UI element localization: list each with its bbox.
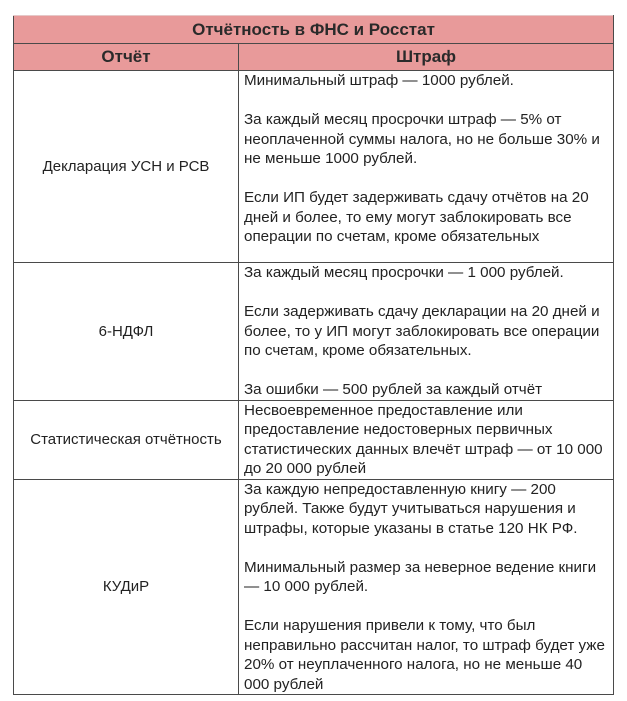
column-header-fine: Штраф (239, 44, 614, 71)
report-name: КУДиР (14, 479, 239, 695)
fine-paragraph: Минимальный штраф — 1000 рублей. (244, 72, 514, 89)
fine-paragraph: Если нарушения привели к тому, что был неправильно рассчитан налог, то штраф будет уже 20% от неуплаченного налога, но не меньше 40 000 рублей (244, 617, 605, 693)
fine-paragraph: За каждый месяц просрочки штраф — 5% от неоплаченной суммы налога, но не больше 30% и не меньше 1000 рублей. (244, 111, 600, 167)
fine-paragraph: За каждую непредоставленную книгу — 200 рублей. Также будут учитываться нарушения и штрафы, которые указаны в статье 120 НК РФ. (244, 480, 578, 537)
report-name: Декларация УСН и РСВ (14, 71, 239, 263)
report-name: Статистическая отчётность (14, 400, 239, 479)
table-title: Отчётность в ФНС и Росстат (14, 16, 614, 44)
fine-description (239, 263, 614, 401)
table-row (14, 479, 614, 695)
column-header-report: Отчёт (14, 44, 239, 71)
fine-paragraph: Если ИП будет задерживать сдачу отчётов на 20 дней и более, то ему могут заблокировать все операции по счетам, кроме обязательных (244, 189, 589, 245)
penalties-table (13, 15, 614, 695)
fine-paragraph: За каждый месяц просрочки — 1 000 рублей. (244, 264, 564, 281)
table-row (14, 263, 614, 401)
title-row (14, 16, 614, 44)
fine-paragraph: Минимальный размер за неверное ведение книги — 10 000 рублей. (244, 558, 597, 595)
fine-paragraph: Если задерживать сдачу декларации на 20 дней и более, то у ИП могут заблокировать все операции по счетам, кроме обязательных. (244, 303, 600, 359)
fine-paragraph: За ошибки — 500 рублей за каждый отчёт (244, 381, 543, 398)
report-name: 6-НДФЛ (14, 263, 239, 401)
fine-description (239, 71, 614, 263)
fine-description (239, 400, 614, 479)
table-row (14, 400, 614, 479)
header-row (14, 44, 614, 71)
fine-description (239, 479, 614, 695)
table-row (14, 71, 614, 263)
fine-paragraph: Несвоевременное предоставление или предоставление недостоверных первичных статистических данных влечёт штраф — от 10 000 до 20 000 рублей (244, 401, 603, 477)
